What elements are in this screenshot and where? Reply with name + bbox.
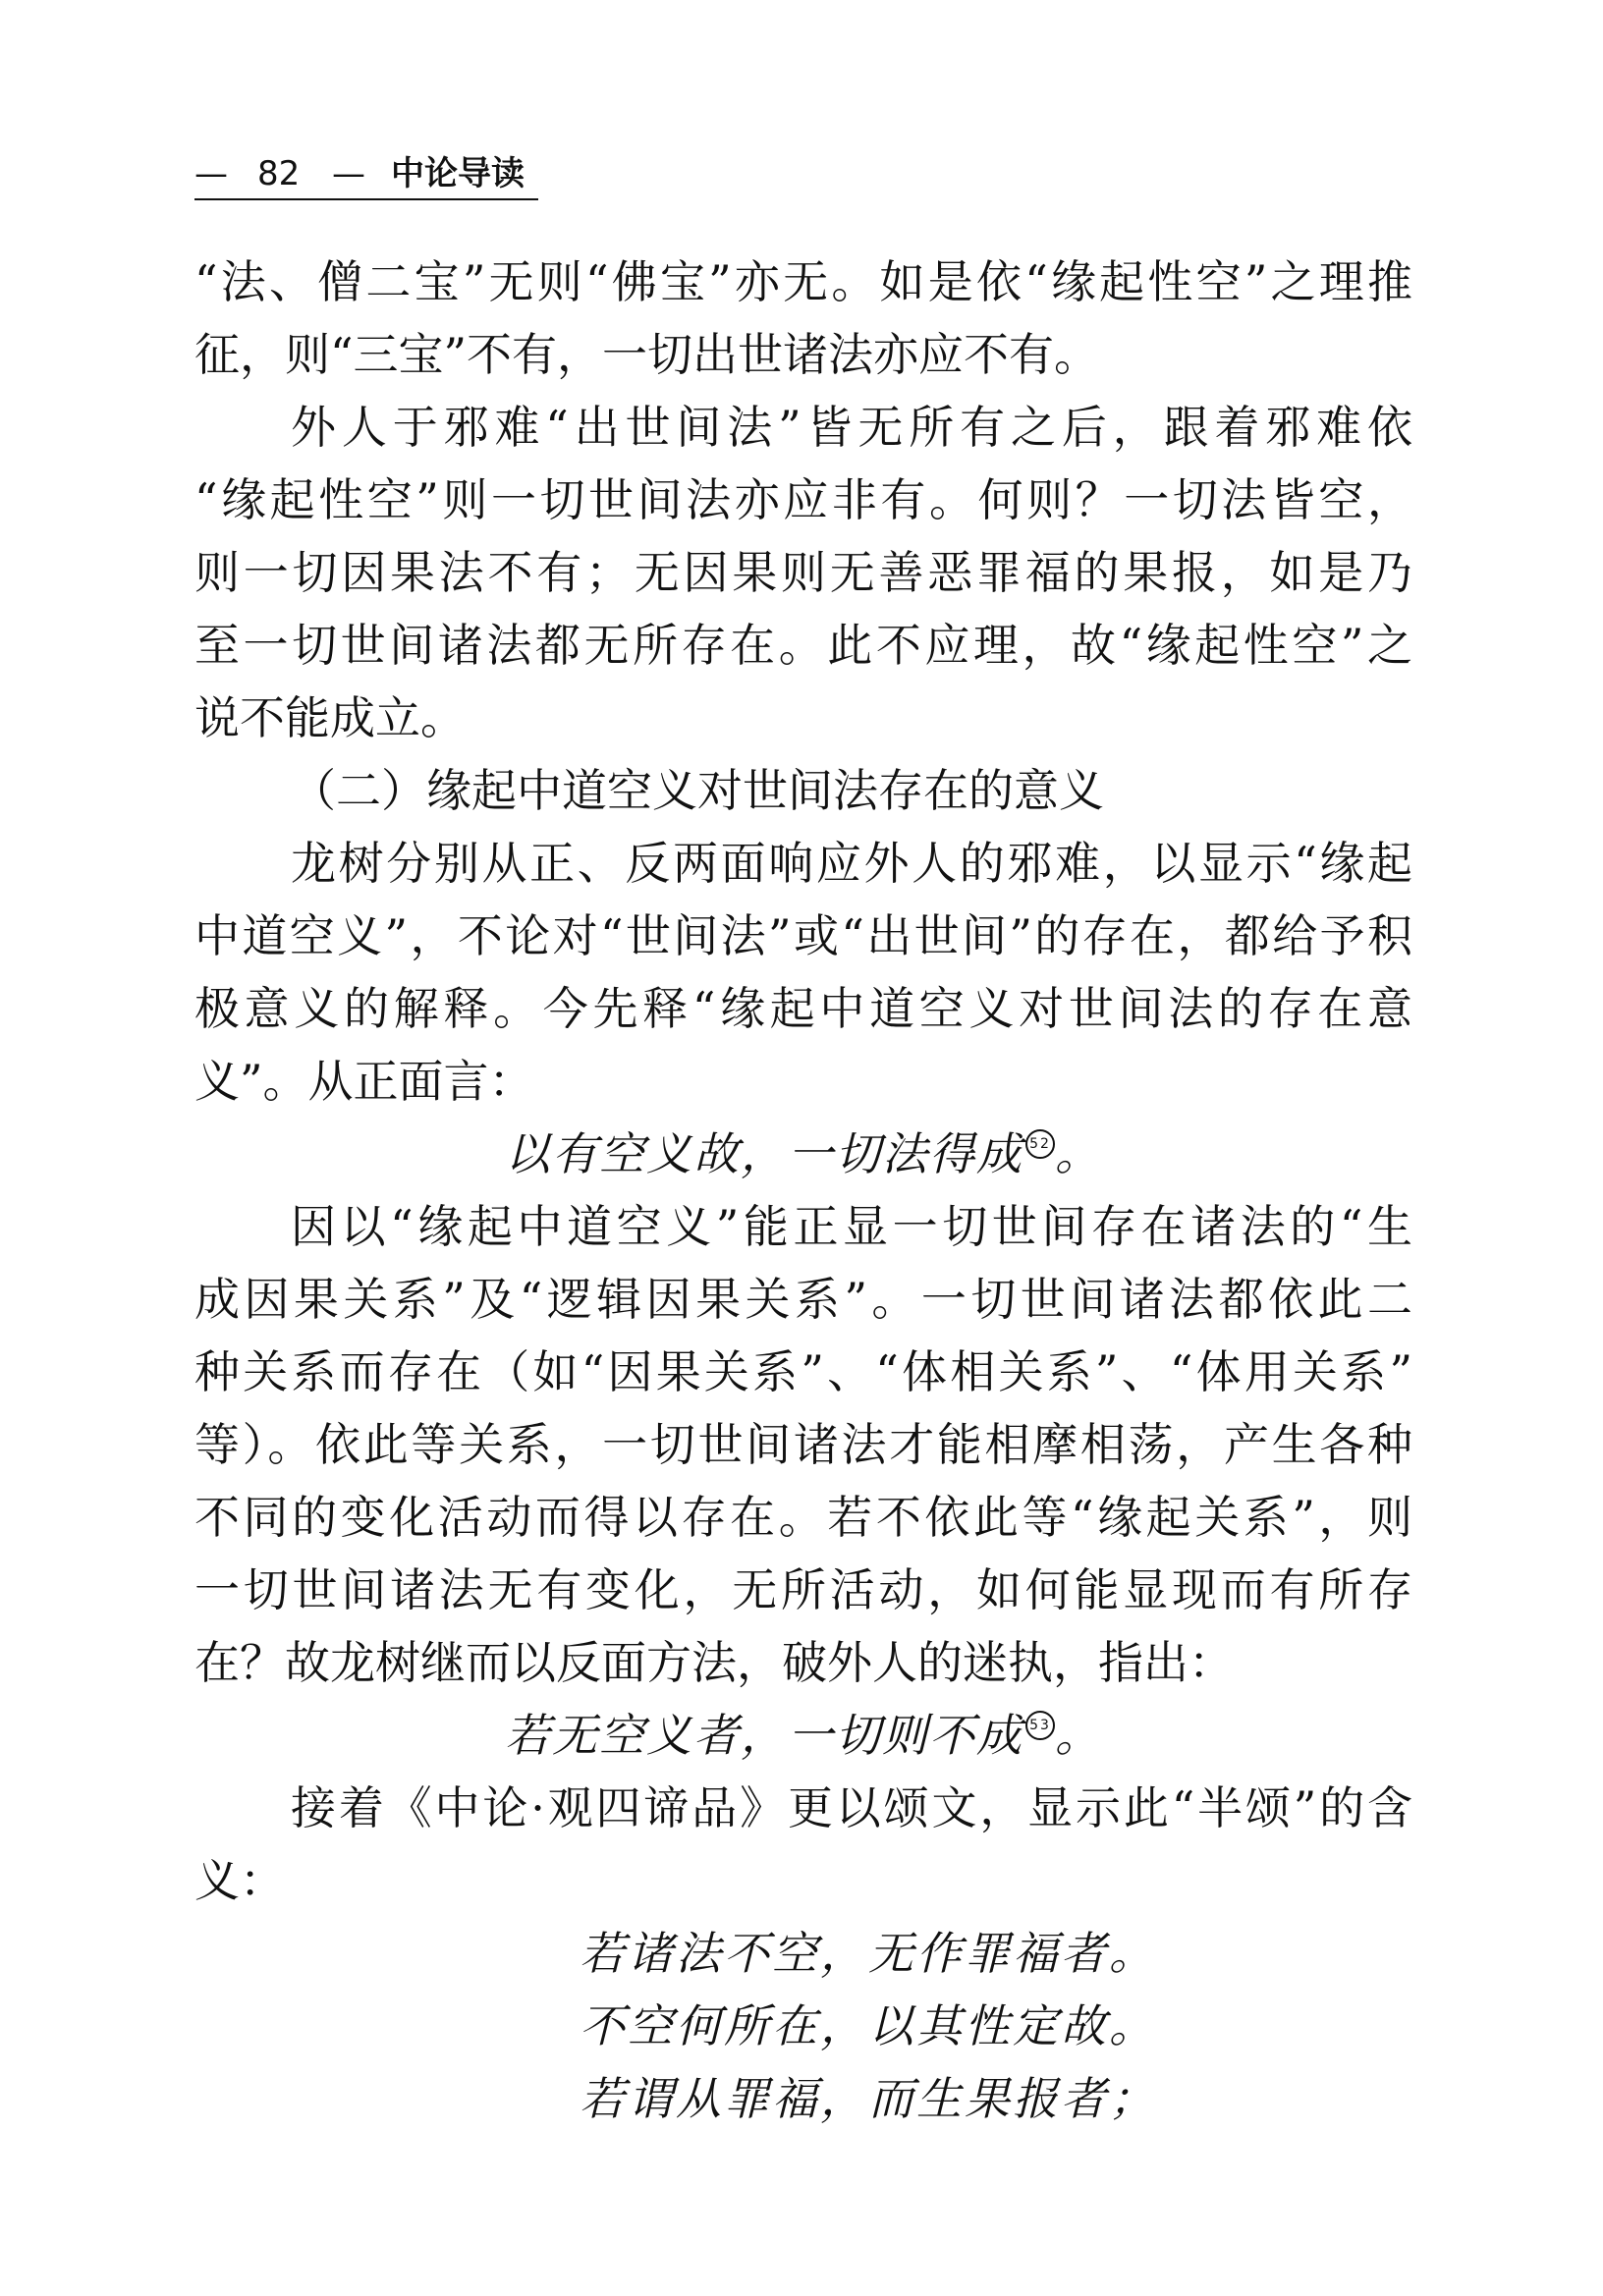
text-line: 龙树分别从正、反两面响应外人的邪难，以显示“缘起 (291, 837, 1412, 890)
header-dash-left: — (194, 154, 228, 193)
header-dash-right: — (332, 154, 365, 193)
footnote-marker[interactable]: 53 (1025, 1711, 1055, 1740)
text-line: 因以“缘起中道空义”能正显一切世间存在诸法的“生 (291, 1200, 1412, 1253)
quote-end: 。 (1055, 1709, 1102, 1762)
quote-end: 。 (1055, 1127, 1102, 1180)
text-line: “缘起性空”则一切世间法亦应非有。何则？一切法皆空， (194, 473, 1412, 526)
running-header (194, 151, 1412, 196)
text-line: 接着《中论·观四谛品》更以颂文，显示此“半颂”的含 (291, 1781, 1412, 1834)
text-line: 义”。从正面言： (194, 1055, 534, 1108)
text-line: 至一切世间诸法都无所存在。此不应理，故“缘起性空”之 (194, 619, 1412, 672)
text-line: 在？故龙树继而以反面方法，破外人的迷执，指出： (194, 1636, 1234, 1689)
text-line: 征，则“三宝”不有，一切出世诸法亦应不有。 (194, 328, 1100, 381)
text-line: 义： (194, 1854, 285, 1907)
body-text (194, 246, 1412, 2135)
page-number: 82 (257, 154, 301, 193)
verse-line: 若谓从罪福，而生果报者； (580, 2072, 1157, 2125)
text-line: 则一切因果法不有；无因果则无善恶罪福的果报，如是乃 (194, 546, 1412, 599)
footnote-marker[interactable]: 52 (1025, 1129, 1055, 1159)
header-rule (194, 198, 538, 200)
verse-line: 不空何所在，以其性定故。 (580, 1999, 1157, 2052)
quote-text: 以有空义故，一切法得成 (505, 1127, 1023, 1180)
text-line: 种关系而存在（如“因果关系”、“体相关系”、“体用关系” (194, 1345, 1412, 1398)
text-line: 中道空义”，不论对“世间法”或“出世间”的存在，都给予积 (194, 909, 1412, 962)
block-quote (194, 1118, 1412, 1190)
text-line: 不同的变化活动而得以存在。若不依此等“缘起关系”，则 (194, 1491, 1412, 1544)
text-line: 极意义的解释。今先释“缘起中道空义对世间法的存在意 (194, 982, 1412, 1035)
section-heading: （二）缘起中道空义对世间法存在的意义 (291, 764, 1104, 817)
block-quote (194, 1699, 1412, 1772)
text-line: 成因果关系”及“逻辑因果关系”。一切世间诸法都依此二 (194, 1273, 1412, 1326)
verse-line: 若诸法不空，无作罪福者。 (580, 1927, 1157, 1980)
quote-text: 若无空义者，一切则不成 (505, 1709, 1023, 1762)
book-title: 中论导读 (391, 154, 525, 193)
text-line: 一切世间诸法无有变化，无所活动，如何能显现而有所存 (194, 1563, 1412, 1616)
text-line: 说不能成立。 (194, 691, 466, 744)
text-line: “法、僧二宝”无则“佛宝”亦无。如是依“缘起性空”之理推 (194, 255, 1412, 308)
text-line: 等）。依此等关系，一切世间诸法才能相摩相荡，产生各种 (194, 1418, 1412, 1471)
text-line: 外人于邪难“出世间法”皆无所有之后，跟着邪难依 (291, 401, 1412, 454)
